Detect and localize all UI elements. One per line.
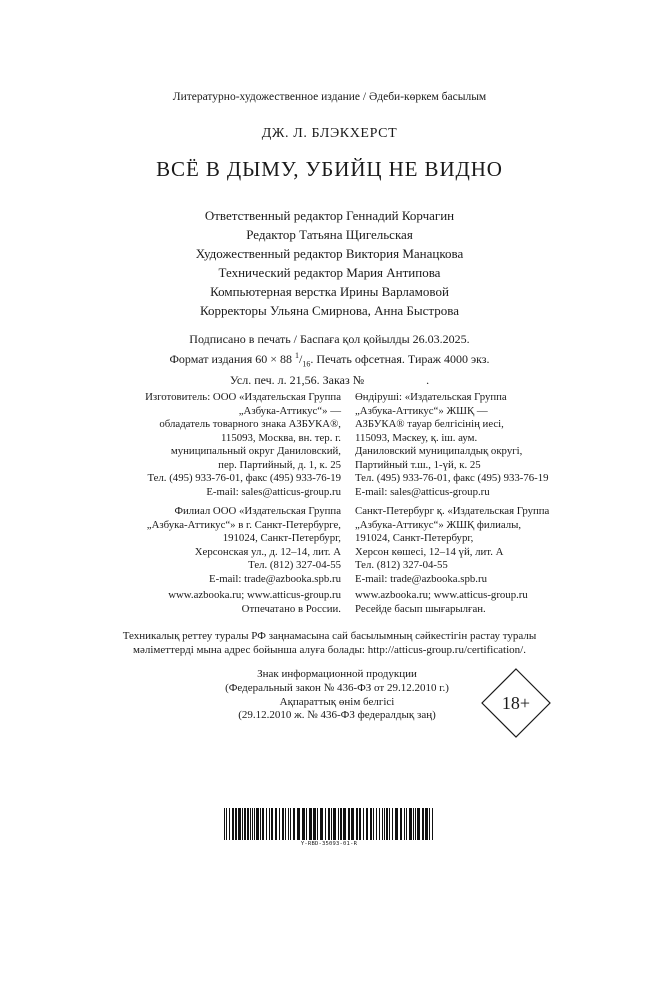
manufacturer-ru-line: обладатель товарного знака АЗБУКА®,	[159, 418, 341, 430]
barcode-bar	[238, 808, 241, 840]
certification-note	[0, 630, 659, 657]
barcode-bar	[395, 808, 398, 840]
footer-kz	[355, 589, 605, 616]
footer-ru	[60, 589, 341, 616]
barcode-bar	[363, 808, 364, 840]
manufacturer-kz-line: Партийный т.ш., 1-үй, к. 25	[355, 458, 481, 471]
barcode-bar	[282, 808, 284, 840]
manufacturer-ru	[60, 391, 341, 499]
barcode-bar	[266, 808, 267, 840]
barcode-bar	[235, 808, 237, 840]
sign-line: (Федеральный закон № 436-ФЗ от 29.12.2010 г.)	[225, 681, 449, 694]
format-line: Формат издания 60 × 88 $^1/_{16}$. Печать офсетная. Тираж 4000 экз.	[169, 350, 490, 368]
format-fraction-denominator: 16	[302, 358, 311, 368]
barcode-bar	[262, 808, 264, 840]
barcode-bar	[320, 808, 323, 840]
barcode-bar	[325, 808, 326, 840]
barcode-bar	[389, 808, 390, 840]
barcode-bar	[366, 808, 368, 840]
barcode-bar	[306, 808, 307, 840]
printed-in-russia: Отпечатано в России.	[241, 602, 341, 615]
sheets-text: Усл. печ. л. 21,56. Заказ №	[229, 373, 365, 388]
barcode-bar	[331, 808, 332, 840]
branch-kz-email: E-mail: trade@azbooka.spb.ru	[355, 572, 487, 585]
credit-line: Технический редактор Мария Антипова	[218, 265, 441, 280]
barcode-bar	[232, 808, 234, 840]
manufacturer-kz-email: E-mail: sales@atticus-group.ru	[355, 485, 490, 498]
printed-in-russia-kz: Ресейде басып шығарылған.	[355, 602, 486, 615]
barcode-bar	[415, 808, 416, 840]
manufacturer-kz-line: Даниловский муниципалдық округі,	[355, 445, 523, 457]
barcode-bar	[348, 808, 350, 840]
branch-kz-line: 191024, Санкт-Петербург,	[355, 532, 474, 544]
barcode-bar	[351, 808, 354, 840]
barcode-bar	[244, 808, 246, 840]
barcode-bar	[429, 808, 430, 840]
websites-kz: www.azbooka.ru; www.atticus-group.ru	[355, 589, 528, 601]
barcode-bar	[271, 808, 273, 840]
barcode-bar	[343, 808, 346, 840]
barcode-bar	[333, 808, 336, 840]
age-rating-text: 18+	[501, 693, 531, 713]
branch-ru	[60, 505, 341, 586]
barcode-bar	[275, 808, 277, 840]
sign-line: Ақпараттық өнім белгісі	[279, 695, 395, 708]
barcode-bar	[338, 808, 339, 840]
sheets-end: .	[426, 373, 430, 388]
manufacturer-kz-line: Тел. (495) 933-76-01, факс (495) 933-76-19	[355, 472, 549, 484]
sign-line: (29.12.2010 ж. № 436-ФЗ федералдық заң)	[238, 709, 436, 722]
signed-to-print: Подписано в печать / Баспаға қол қойылды 26.03.2025.	[189, 332, 470, 346]
format-fraction-numerator: 1	[295, 350, 300, 360]
barcode-bar	[229, 808, 230, 840]
credit-line: Ответственный редактор Геннадий Корчагин	[204, 208, 455, 223]
branch-ru-line: Херсонская ул., д. 12–14, лит. А	[194, 545, 341, 558]
barcode-bar	[309, 808, 312, 840]
barcode-bar	[382, 808, 383, 840]
manufacturer-ru-line: Тел. (495) 933-76-01, факс (495) 933-76-19	[147, 472, 341, 484]
manufacturer-ru-email: E-mail: sales@atticus-group.ru	[206, 485, 341, 498]
barcode-bar	[386, 808, 388, 840]
manufacturer-kz-line: АЗБУКА® тауар белгісінің иесі,	[355, 418, 504, 430]
book-title: ВСЁ В ДЫМУ, УБИЙЦ НЕ ВИДНО	[156, 157, 503, 181]
age-rating-badge	[481, 668, 551, 738]
barcode-bar	[293, 808, 295, 840]
manufacturer-ru-line: муниципальный округ Даниловский,	[170, 445, 341, 457]
sign-line: Знак информационной продукции	[257, 668, 417, 680]
barcode-bar	[370, 808, 372, 840]
branch-ru-line: „Азбука-Аттикус“» в г. Санкт-Петербурге,	[146, 518, 341, 531]
barcode-bar	[290, 808, 291, 840]
manufacturer-ru-line: 115093, Москва, вн. тер. г.	[220, 431, 341, 444]
cert-line: Техникалық реттеу туралы РФ заңнамасына сай басылымның сәйкестігін растау туралы	[122, 630, 537, 642]
barcode-bar	[425, 808, 428, 840]
barcode-bar	[317, 808, 318, 840]
barcode-bar	[279, 808, 280, 840]
barcode-bar	[254, 808, 255, 840]
branch-ru-line: 191024, Санкт-Петербург,	[222, 532, 341, 544]
barcode-bar	[328, 808, 330, 840]
barcode-number: Y-RBD-35093-01-R	[300, 841, 358, 847]
barcode-bar	[242, 808, 243, 840]
barcode-icon	[222, 808, 436, 840]
editorial-credits	[0, 206, 659, 320]
barcode	[222, 808, 436, 840]
barcode-bar	[373, 808, 374, 840]
barcode-bar	[379, 808, 380, 840]
barcode-bar	[313, 808, 316, 840]
barcode-bar	[297, 808, 300, 840]
barcode-bar	[409, 808, 412, 840]
format-prefix: Формат издания 60 × 88	[169, 351, 293, 366]
manufacturer-kz-line: „Азбука-Аттикус“» ЖШҚ —	[355, 404, 488, 417]
branch-ru-email: E-mail: trade@azbooka.spb.ru	[209, 572, 341, 585]
format-suffix: . Печать офсетная. Тираж 4000 экз.	[310, 351, 490, 366]
barcode-bar	[413, 808, 414, 840]
credit-line: Корректоры Ульяна Смирнова, Анна Быстрова	[200, 303, 459, 318]
sheets-line	[0, 372, 659, 389]
edition-type: Литературно-художественное издание / Әдеби-көркем басылым	[172, 91, 487, 103]
cert-line: мәліметтерді мына адрес бойынша алуға болады: http://atticus-group.ru/certification/.	[133, 643, 526, 656]
barcode-bar	[302, 808, 305, 840]
branch-kz-line: Санкт-Петербург қ. «Издательская Группа	[355, 505, 550, 517]
barcode-bar	[417, 808, 420, 840]
branch-kz-line: Тел. (812) 327-04-55	[355, 559, 448, 571]
barcode-bar	[432, 808, 433, 840]
barcode-bar	[250, 808, 251, 840]
manufacturer-ru-line: „Азбука-Аттикус“» —	[238, 404, 341, 417]
barcode-bar	[256, 808, 259, 840]
author-name: ДЖ. Л. БЛЭКХЕРСТ	[261, 126, 398, 141]
barcode-bar	[422, 808, 424, 840]
barcode-bar	[285, 808, 286, 840]
barcode-bar	[226, 808, 227, 840]
barcode-bar	[376, 808, 377, 840]
credit-line: Редактор Татьяна Щигельская	[246, 227, 413, 242]
manufacturer-ru-line: Изготовитель: ООО «Издательская Группа	[145, 391, 341, 403]
barcode-bar	[359, 808, 361, 840]
branch-kz-line: „Азбука-Аттикус“» ЖШҚ филиалы,	[355, 518, 522, 531]
branch-kz-line: Херсон көшесі, 12–14 үй, лит. А	[355, 545, 504, 558]
manufacturer-ru-line: пер. Партийный, д. 1, к. 25	[218, 458, 341, 471]
diamond-icon	[481, 668, 551, 738]
manufacturer-kz-line: 115093, Мәскеу, қ. іш. аум.	[355, 431, 478, 444]
barcode-bar	[288, 808, 289, 840]
barcode-bar	[269, 808, 270, 840]
barcode-bar	[340, 808, 342, 840]
info-product-sign	[215, 668, 459, 723]
publication-info	[0, 331, 659, 389]
barcode-bar	[260, 808, 261, 840]
barcode-bar	[252, 808, 253, 840]
manufacturer-kz-line: Өндіруші: «Издательская Группа	[355, 391, 507, 403]
credit-line: Компьютерная верстка Ирины Варламовой	[210, 284, 449, 299]
barcode-bar	[400, 808, 402, 840]
barcode-bar	[247, 808, 249, 840]
barcode-bar	[224, 808, 225, 840]
barcode-bar	[406, 808, 407, 840]
barcode-bar	[356, 808, 358, 840]
branch-ru-line: Филиал ООО «Издательская Группа	[174, 505, 341, 517]
branch-ru-line: Тел. (812) 327-04-55	[248, 559, 341, 571]
branch-kz	[355, 505, 605, 586]
barcode-bar	[392, 808, 393, 840]
manufacturer-kz	[355, 391, 605, 499]
barcode-bar	[384, 808, 385, 840]
credit-line: Художественный редактор Виктория Манацкова	[195, 246, 464, 261]
websites-ru: www.azbooka.ru; www.atticus-group.ru	[168, 589, 341, 601]
barcode-bar	[404, 808, 405, 840]
